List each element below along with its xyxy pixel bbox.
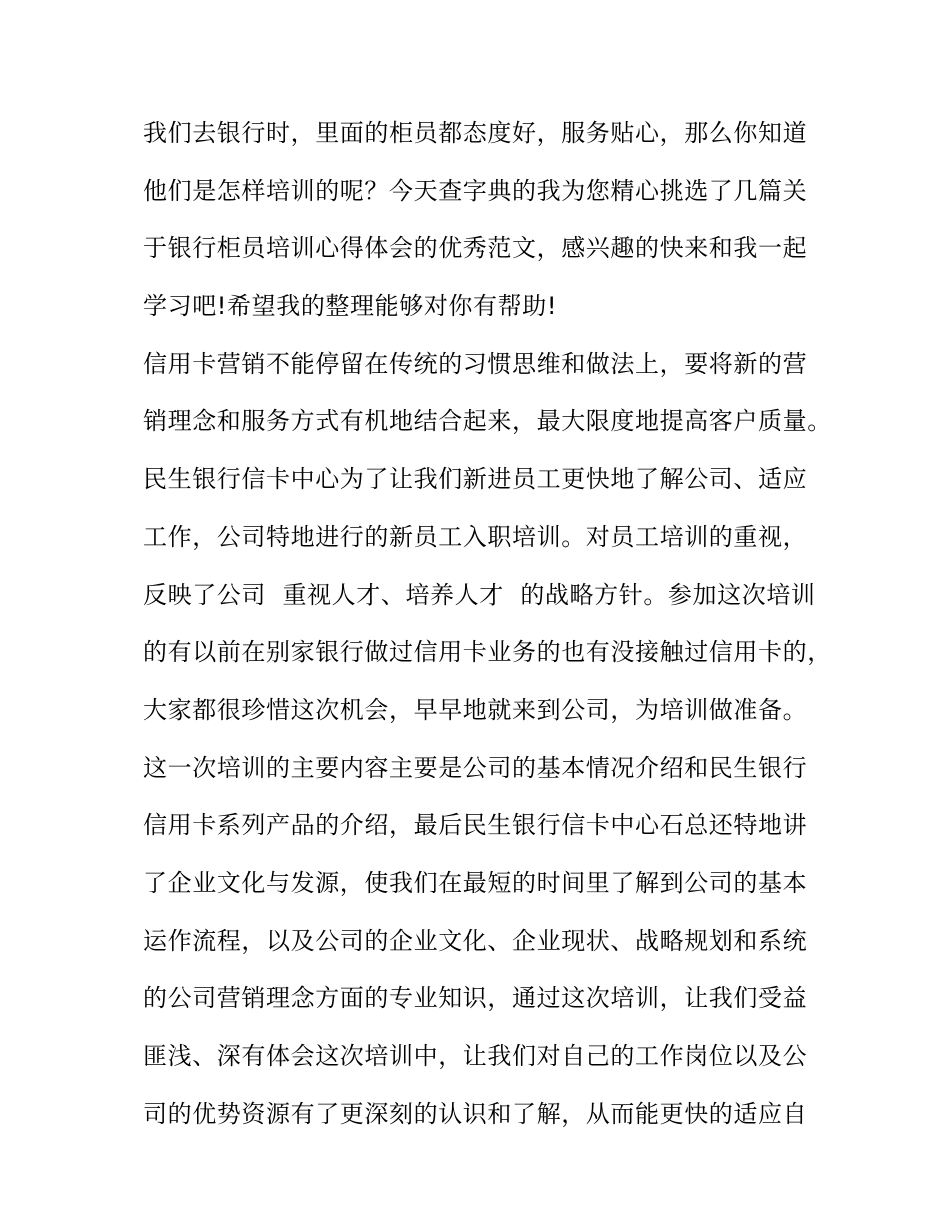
- text-line: 这一次培训的主要内容主要是公司的基本情况介绍和民生银行: [143, 753, 808, 782]
- text-line: 销理念和服务方式有机地结合起来，最大限度地提高客户质量。: [143, 407, 832, 436]
- text-line: 我们去银行时，里面的柜员都态度好，服务贴心，那么你知道: [143, 119, 808, 147]
- text-line: 他们是怎样培训的呢？今天查字典的我为您精心挑选了几篇关: [143, 176, 808, 205]
- text-line: 匪浅、深有体会这次培训中，让我们对自己的工作岗位以及公: [143, 1042, 808, 1070]
- text-line: 反映了公司 重视人才、培养人才 的战略方针。参加这次培训: [143, 580, 816, 609]
- text-line: 于银行柜员培训心得体会的优秀范文，感兴趣的快来和我一起: [143, 234, 808, 263]
- text-line: 民生银行信卡中心为了让我们新进员工更快地了解公司、适应: [143, 465, 808, 494]
- text-line: 信用卡系列产品的介绍，最后民生银行信卡中心石总还特地讲: [143, 811, 808, 840]
- text-line: 工作，公司特地进行的新员工入职培训。对员工培训的重视，: [143, 522, 808, 551]
- text-line: 了企业文化与发源，使我们在最短的时间里了解到公司的基本: [143, 868, 808, 897]
- text-line: 信用卡营销不能停留在传统的习惯思维和做法上，要将新的营: [143, 349, 808, 378]
- text-line: 大家都很珍惜这次机会，早早地就来到公司，为培训做准备。: [143, 695, 808, 724]
- body-text: [143, 105, 843, 1143]
- text-line: 司的优势资源有了更深刻的认识和了解，从而能更快的适应自: [143, 1099, 808, 1128]
- text-line: 学习吧!希望我的整理能够对你有帮助!: [143, 292, 558, 321]
- text-line: 的有以前在别家银行做过信用卡业务的也有没接触过信用卡的，: [143, 638, 832, 667]
- text-line: 的公司营销理念方面的专业知识，通过这次培训，让我们受益: [143, 984, 808, 1013]
- text-line: 运作流程，以及公司的企业文化、企业现状、战略规划和系统: [143, 926, 808, 955]
